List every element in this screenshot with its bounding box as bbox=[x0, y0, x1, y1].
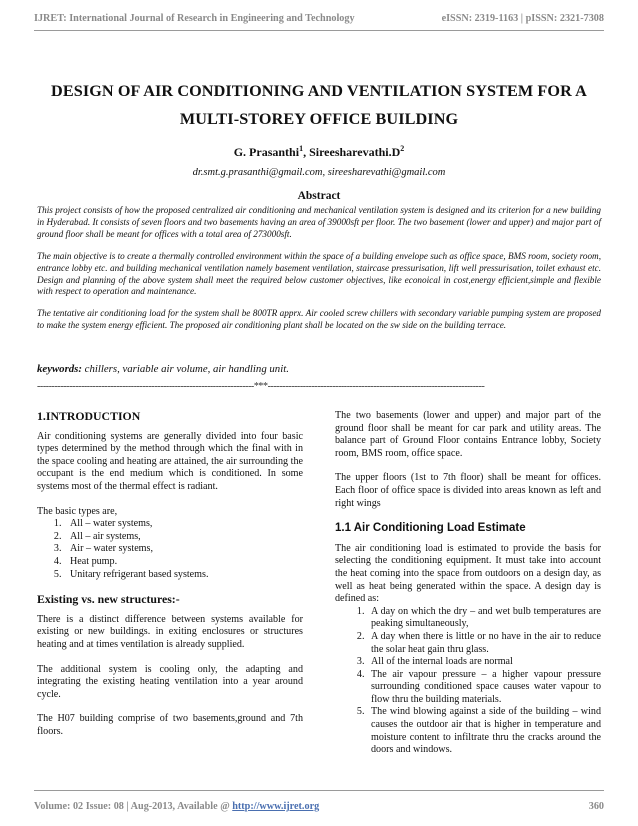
page-number: 360 bbox=[588, 801, 604, 812]
list-item: 1. All – water systems, bbox=[64, 518, 303, 531]
author-1-affiliation: 1 bbox=[299, 144, 304, 153]
journal-link[interactable]: http://www.ijret.org bbox=[232, 801, 320, 812]
left-column bbox=[37, 410, 303, 750]
journal-name: IJRET: International Journal of Research in Engineering and Technology bbox=[34, 13, 355, 24]
issn: eISSN: 2319-1163 | pISSN: 2321-7308 bbox=[441, 13, 604, 24]
footer-divider bbox=[34, 790, 604, 791]
author-emails[interactable]: dr.smt.g.prasanthi@gmail.com, sireesharevathi@gmail.com bbox=[192, 167, 446, 178]
body-paragraph: The upper floors (1st to 7th floor) shall be meant for offices. Each floor of office space is divided into areas known as left and right wings bbox=[335, 472, 601, 509]
title-line-2: MULTI-STOREY OFFICE BUILDING bbox=[179, 110, 459, 128]
body-paragraph: The two basements (lower and upper) and major part of the ground floor shall be meant for car park and utility areas. The balance part of Ground Floor contains Entrance lobby, Society room, BMS room, office space. bbox=[335, 410, 601, 459]
author-separator: , bbox=[303, 145, 310, 159]
list-item: 3. All of the internal loads are normal bbox=[367, 656, 601, 669]
title-line-1: DESIGN OF AIR CONDITIONING AND VENTILATION SYSTEM FOR A bbox=[51, 82, 587, 100]
list-item: 5. The wind blowing against a side of the building – wind causes the outdoor air that is higher in temperature and moisture content to infiltrate thru the cracks around the doors and windows. bbox=[367, 706, 601, 756]
list-item: 3. Air – water systems, bbox=[64, 543, 303, 556]
author-2: Sireesharevathi.D bbox=[309, 145, 401, 159]
abstract-paragraph: This project consists of how the proposed centralized air conditioning and mechanical ventilation system is designed and its criterion for a new building in Hyderabad. It consists of seven floors and two basements having an area of 39000sft per floor. The two basement (lower and upper) and major part of ground floor shall be meant for offices with a total area of 273000sft. bbox=[37, 205, 601, 239]
list-item: 1. A day on which the dry – and wet bulb temperatures are peaking simultaneously, bbox=[367, 606, 601, 631]
list-item: 4. The air vapour pressure – a higher vapour pressure surrounding conditioned space causes water vapour to flow thru the building materials. bbox=[367, 669, 601, 707]
author-2-affiliation: 2 bbox=[400, 144, 405, 153]
existing-heading: Existing vs. new structures:- bbox=[37, 592, 180, 607]
footer-volume bbox=[34, 801, 319, 812]
paper-title bbox=[30, 77, 608, 133]
list-item: 2. All – air systems, bbox=[64, 531, 303, 544]
list-item: 5. Unitary refrigerant based systems. bbox=[64, 569, 303, 582]
body-paragraph: The additional system is cooling only, the adapting and integrating the existing heating ventilation into a year around cycle. bbox=[37, 663, 303, 700]
types-intro: The basic types are, bbox=[37, 505, 118, 517]
design-day-list bbox=[335, 606, 601, 757]
introduction-heading: 1.INTRODUCTION bbox=[37, 409, 141, 423]
keywords-text: chillers, variable air volume, air handling unit. bbox=[81, 363, 289, 375]
body-paragraph: The air conditioning load is estimated to provide the basis for selecting the conditioning equipment. It must take into account the heat coming into the space from outdoors on a design day, as well as heat being generated within the space. A design day is defined as: bbox=[335, 542, 601, 605]
load-estimate-heading: 1.1 Air Conditioning Load Estimate bbox=[335, 522, 526, 535]
list-item: 4. Heat pump. bbox=[64, 556, 303, 569]
author-line bbox=[0, 144, 638, 160]
list-item: 2. A day when there is little or no have in the air to reduce the solar heat gain thru glass. bbox=[367, 631, 601, 656]
running-header bbox=[34, 13, 604, 24]
keywords-line bbox=[37, 363, 289, 375]
body-paragraph: There is a distinct difference between systems available for existing or new buildings. in exiting enclosures or structures heating and at times ventilation is already supplied. bbox=[37, 613, 303, 650]
abstract-heading: Abstract bbox=[297, 190, 341, 202]
introduction-paragraph: Air conditioning systems are generally divided into four basic types determined by the method through which the final with in the space cooling and heating are attained, the air surrounding the occupant is the end medium which is conditioned. In some systems most of the thermal effect is radiant. bbox=[37, 430, 303, 492]
body-paragraph: The H07 building comprise of two basements,ground and 7th floors. bbox=[37, 713, 303, 737]
abstract-paragraph: The main objective is to create a thermally controlled environment within the space of a building envelope such as office space, BMS room, society room, entrance lobby etc. and building mechanical ventilation namely basement ventilation, staircase pressurisation, lift well pressurisation, toilet exhaust etc. Design and planning of the above system shall meet the required below customer objectives, like econoical in cost,energy efficient,simple and flexible with respect to operation and maintenance. bbox=[37, 250, 601, 297]
section-separator: --------------------------------------------------------------------------***-------------------------------------------------------------------------- bbox=[37, 381, 485, 392]
header-divider bbox=[34, 30, 604, 31]
abstract-paragraph: The tentative air conditioning load for the system shall be 800TR apprx. Air cooled screw chillers with secondary variable pumping system are proposed to make the system energy efficient. The proposed air conditioning plant shall be located on the sw side on the building terrace. bbox=[37, 308, 601, 331]
keywords-label: keywords: bbox=[37, 363, 82, 375]
abstract-body bbox=[37, 205, 601, 342]
running-footer bbox=[34, 801, 604, 812]
author-1: G. Prasanthi bbox=[233, 145, 300, 159]
footer-volume-text: Volume: 02 Issue: 08 | Aug-2013, Available @ bbox=[34, 801, 233, 812]
right-column bbox=[335, 410, 601, 769]
types-list bbox=[37, 518, 303, 581]
